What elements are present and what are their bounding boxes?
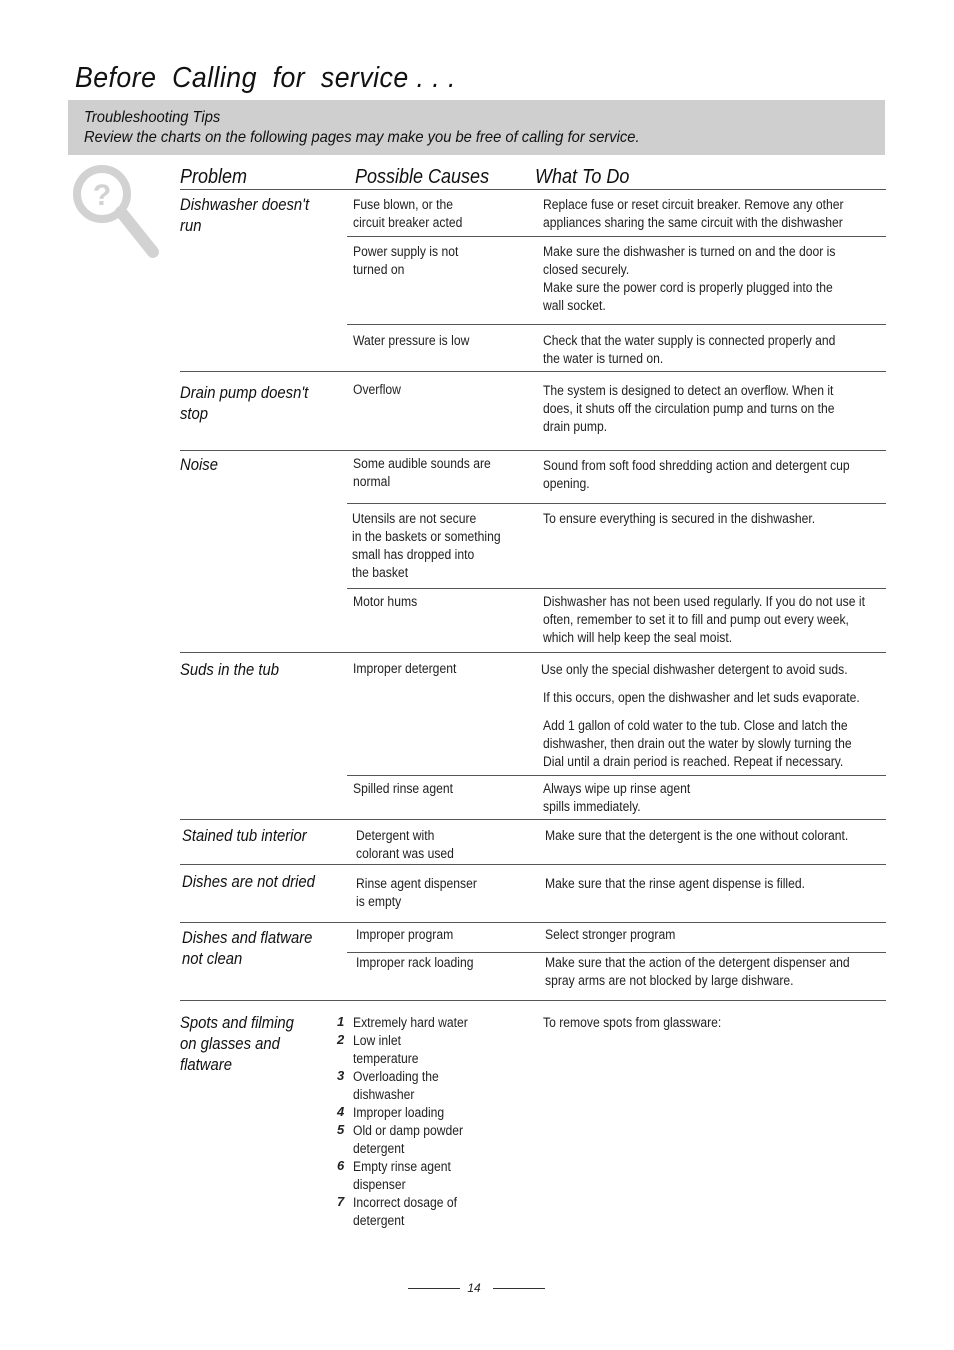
problem-header: Problem (180, 166, 248, 188)
what-to-do (543, 780, 690, 816)
what-to-do (541, 661, 848, 679)
spots-cause-line: Low inlet (353, 1033, 401, 1048)
possible-cause (353, 455, 491, 491)
row-divider (180, 819, 886, 820)
what-to-do (543, 457, 850, 493)
spots-cause (353, 1068, 439, 1104)
possible-cause (353, 593, 417, 611)
possible-cause-line: normal (353, 474, 391, 489)
cause-number: 1 (337, 1014, 345, 1029)
possible-cause (356, 926, 453, 944)
problem-label-line: Noise (180, 456, 218, 474)
spots-cause-line: temperature (353, 1051, 419, 1066)
what-to-do-line: Replace fuse or reset circuit breaker. Remove any other (543, 197, 844, 212)
problem-label-line: Dishes and flatware (182, 929, 313, 947)
header-rule (180, 189, 886, 190)
possible-cause-line: in the baskets or something (352, 529, 501, 544)
possible-cause (353, 780, 453, 798)
what-to-do-line: If this occurs, open the dishwasher and let suds evaporate. (543, 690, 860, 705)
spots-cause-line: detergent (353, 1141, 405, 1156)
possible-cause-line: small has dropped into (352, 547, 475, 562)
row-divider (347, 503, 886, 504)
problem-label (182, 872, 315, 893)
page-title: Before Calling for service . . . (75, 62, 456, 94)
what-to-do-line: often, remember to set it to fill and pump out every week, (543, 612, 849, 627)
spots-cause-line: dishwasher (353, 1087, 415, 1102)
row-divider (180, 864, 886, 865)
spots-cause (353, 1122, 463, 1158)
what-to-do-line: Add 1 gallon of cold water to the tub. Close and latch the (543, 718, 848, 733)
spots-cause-line: detergent (353, 1213, 405, 1228)
possible-cause-line: the basket (352, 565, 409, 580)
what-to-do-line: drain pump. (543, 419, 608, 434)
what-to-do-line: appliances sharing the same circuit with the dishwasher (543, 215, 843, 230)
problem-label-line: Stained tub interior (182, 827, 307, 845)
what-to-do (545, 926, 675, 944)
spots-cause-line: Old or damp powder (353, 1123, 464, 1138)
what-to-do-line: Make sure the power cord is properly plugged into the (543, 280, 833, 295)
problem-label-line: Suds in the tub (180, 661, 280, 679)
possible-cause-line: is empty (356, 894, 402, 909)
spots-cause-line: Incorrect dosage of (353, 1195, 458, 1210)
spots-cause (353, 1158, 451, 1194)
spots-cause (353, 1032, 419, 1068)
what-to-do-line: Make sure the dishwasher is turned on and the door is (543, 244, 836, 259)
svg-text:?: ? (92, 179, 112, 212)
possible-cause-line: Rinse agent dispenser (356, 876, 477, 891)
problem-label-line: on glasses and (180, 1035, 280, 1053)
what-to-do-line: Dial until a drain period is reached. Repeat if necessary. (543, 754, 844, 769)
what-to-do (543, 510, 815, 528)
possible-cause-line: turned on (353, 262, 405, 277)
problem-label (182, 928, 312, 970)
what-to-do-line: the water is turned on. (543, 351, 664, 366)
what-to-do-line: closed securely. (543, 262, 630, 277)
spots-cause-line: Overloading the (353, 1069, 439, 1084)
cause-number: 6 (337, 1158, 345, 1173)
spots-cause (353, 1014, 468, 1032)
spots-cause-line: Improper loading (353, 1105, 445, 1120)
row-divider (180, 922, 886, 923)
spots-intro-line: To remove spots from glassware: (543, 1015, 722, 1030)
row-divider (180, 450, 886, 451)
what-to-do-line: Use only the special dishwasher detergent to avoid suds. (541, 662, 848, 677)
what-to-do-line: Dishwasher has not been used regularly. If you do not use it (543, 594, 865, 609)
possible-causes-header: Possible Causes (355, 166, 490, 188)
possible-cause (356, 875, 477, 911)
what-to-do-line: spills immediately. (543, 799, 641, 814)
row-divider (347, 236, 886, 237)
possible-cause (353, 243, 458, 279)
what-to-do-line: which will help keep the seal moist. (543, 630, 733, 645)
row-divider (347, 588, 886, 589)
problem-label (180, 1013, 294, 1076)
what-to-do-line: To ensure everything is secured in the dishwasher. (543, 511, 816, 526)
problem-label (180, 660, 279, 681)
cause-number: 4 (337, 1104, 345, 1119)
problem-label (180, 383, 308, 425)
what-to-do (543, 332, 835, 368)
tips-banner (68, 100, 885, 155)
possible-cause-line: colorant was used (356, 846, 454, 861)
what-to-do (543, 382, 835, 436)
what-to-do-line: Make sure that the rinse agent dispense is filled. (545, 876, 806, 891)
possible-cause-line: Some audible sounds are (353, 456, 491, 471)
row-divider (347, 324, 886, 325)
possible-cause (352, 510, 501, 582)
what-to-do-line: Sound from soft food shredding action and detergent cup (543, 458, 850, 473)
page-number: 14 (467, 1281, 481, 1295)
possible-cause-line: Improper program (356, 927, 454, 942)
what-to-do-header: What To Do (535, 166, 630, 188)
row-divider (180, 371, 886, 372)
problem-label-line: flatware (180, 1056, 233, 1074)
cause-number: 3 (337, 1068, 345, 1083)
what-to-do-line: Make sure that the action of the detergent dispenser and (545, 955, 850, 970)
cause-number: 2 (337, 1032, 345, 1047)
spots-cause-line: dispenser (353, 1177, 406, 1192)
problem-label-line: Drain pump doesn't (180, 384, 309, 402)
footer-rule-left (408, 1288, 460, 1289)
row-divider (180, 652, 886, 653)
row-divider (180, 1000, 886, 1001)
possible-cause (353, 196, 462, 232)
cause-number: 7 (337, 1194, 345, 1209)
spots-intro (543, 1014, 721, 1032)
problem-label (182, 826, 307, 847)
problem-label-line: Dishes are not dried (182, 873, 315, 891)
possible-cause-line: Power supply is not (353, 244, 459, 259)
what-to-do (543, 243, 835, 315)
what-to-do-line: opening. (543, 476, 590, 491)
possible-cause (353, 381, 401, 399)
problem-label-line: not clean (182, 950, 243, 968)
possible-cause (356, 954, 474, 972)
problem-label (180, 195, 309, 237)
what-to-do (543, 593, 865, 647)
what-to-do-line: spray arms are not blocked by large dishware. (545, 973, 794, 988)
what-to-do-line: Check that the water supply is connected properly and (543, 333, 836, 348)
problem-label (180, 455, 218, 476)
banner-subtitle: Review the charts on the following pages may make you be free of calling for service. (84, 129, 640, 146)
possible-cause-line: Spilled rinse agent (353, 781, 453, 796)
row-divider (347, 775, 886, 776)
what-to-do-line: Always wipe up rinse agent (543, 781, 691, 796)
what-to-do-line: wall socket. (543, 298, 606, 313)
what-to-do (545, 875, 805, 893)
possible-cause (356, 827, 454, 863)
what-to-do-line: dishwasher, then drain out the water by slowly turning the (543, 736, 852, 751)
possible-cause-line: Overflow (353, 382, 401, 397)
what-to-do (545, 827, 848, 845)
row-divider (347, 952, 886, 953)
what-to-do-line: Make sure that the detergent is the one without colorant. (545, 828, 849, 843)
spots-cause-line: Extremely hard water (353, 1015, 468, 1030)
question-magnifier-icon (68, 162, 168, 262)
cause-number: 5 (337, 1122, 345, 1137)
footer-rule-right (493, 1288, 545, 1289)
problem-label-line: Dishwasher doesn't (180, 196, 310, 214)
problem-label-line: stop (180, 405, 209, 423)
banner-title: Troubleshooting Tips (84, 109, 221, 126)
possible-cause (353, 332, 469, 350)
possible-cause-line: circuit breaker acted (353, 215, 463, 230)
spots-cause-line: Empty rinse agent (353, 1159, 451, 1174)
what-to-do (543, 717, 852, 771)
what-to-do-line: Select stronger program (545, 927, 676, 942)
possible-cause (353, 660, 456, 678)
possible-cause-line: Water pressure is low (353, 333, 470, 348)
spots-cause (353, 1194, 457, 1230)
possible-cause-line: Utensils are not secure (352, 511, 477, 526)
possible-cause-line: Fuse blown, or the (353, 197, 453, 212)
what-to-do (543, 689, 860, 707)
possible-cause-line: Detergent with (356, 828, 435, 843)
problem-label-line: Spots and filming (180, 1014, 294, 1032)
spots-cause (353, 1104, 444, 1122)
what-to-do (543, 196, 844, 232)
possible-cause-line: Improper rack loading (356, 955, 474, 970)
problem-label-line: run (180, 217, 202, 235)
what-to-do-line: The system is designed to detect an overflow. When it (543, 383, 834, 398)
possible-cause-line: Improper detergent (353, 661, 457, 676)
possible-cause-line: Motor hums (353, 594, 418, 609)
what-to-do (545, 954, 850, 990)
what-to-do-line: does, it shuts off the circulation pump and turns on the (543, 401, 835, 416)
